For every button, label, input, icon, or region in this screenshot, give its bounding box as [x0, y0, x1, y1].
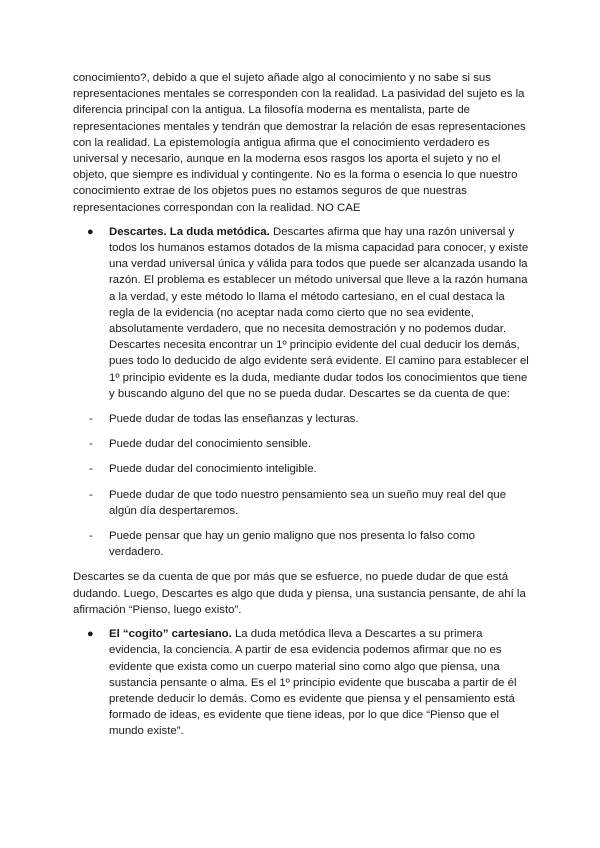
- dash-item: [73, 487, 530, 519]
- dash-item-text: Puede dudar de todas las enseñanzas y lecturas.: [109, 413, 359, 426]
- intro-paragraph: conocimiento?, debido a que el sujeto añade algo al conocimiento y no sabe si sus representaciones mentales se corresponden con la realidad. La pasividad del sujeto es la diferencia principal con la antigua. La filosofía moderna es mentalista, parte de representaciones mentales y tendrán que demostrar la relación de esas representaciones con la realidad. La epistemología antigua afirma que el conocimiento verdadero es universal y necesario, aunque en la moderna esos rasgos los aporta el sujeto y no el objeto, que siempre es individual y contingente. No es la forma o esencia lo que nuestro conocimiento extrae de los objetos pues no estamos seguros de que nuestras representaciones correspondan con la realidad. NO CAE: [73, 72, 526, 214]
- dash-marker: -: [89, 530, 93, 543]
- dash-marker: -: [89, 488, 93, 501]
- bullet-marker: ●: [87, 225, 94, 238]
- dash-item: [73, 461, 530, 477]
- bullet-text: La duda metódica lleva a Descartes a su primera evidencia, la conciencia. A partir de esa evidencia podemos afirmar que no es evidente que exista como un cuerpo material sino como algo que piensa, una sustancia pensante o alma. Es el 1º principio evidente que buscaba a partir de él pretende deducir lo demás. Como es evidente que piensa y el pensamiento está formado de ideas, es evidente que tiene ideas, por lo que dice “Pienso que el mundo existe”.: [109, 628, 517, 738]
- bullet-text: Descartes afirma que hay una razón universal y todos los humanos estamos dotados de la misma capacidad para conocer, y existe una verdad universal única y válida para todos que puede ser alcanzada usando la razón. El problema es establecer un método universal que lleve a la razón humana a la verdad, y este método lo llama el método cartesiano, en el cual destaca la regla de la evidencia (no aceptar nada como cierto que no sea evidente, absolutamente verdadero, que no necesita demostración y no podemos dudar. Descartes necesita encontrar un 1º principio evidente del cual deducir los demás, pues todo lo deducido de algo evidente será evidente. El camino para establecer el 1º principio evidente es la duda, mediante dudar todos los conocimientos que tiene y buscando alguno del que no se pueda dudar. Descartes se da cuenta de que:: [109, 225, 529, 400]
- bullet-cogito: [73, 626, 530, 739]
- dash-item-text: Puede dudar de que todo nuestro pensamiento sea un sueño muy real del que algún día despertaremos.: [109, 488, 507, 517]
- dash-item: [73, 528, 530, 560]
- dash-item-text: Puede dudar del conocimiento inteligible.: [109, 463, 317, 476]
- bullet-marker: ●: [87, 628, 94, 641]
- bullet-paragraph: [109, 224, 530, 402]
- bullet-duda-metodica: [73, 224, 530, 402]
- dash-marker: -: [89, 463, 93, 476]
- bullet-paragraph: [109, 626, 530, 739]
- dash-marker: -: [89, 413, 93, 426]
- bullet-heading: El “cogito” cartesiano.: [109, 628, 232, 641]
- dash-item: [73, 436, 530, 452]
- dash-item: [73, 411, 530, 427]
- dash-marker: -: [89, 438, 93, 451]
- dash-item-text: Puede dudar del conocimiento sensible.: [109, 438, 312, 451]
- bullet-heading: Descartes. La duda metódica.: [109, 225, 270, 238]
- conclusion-paragraph: Descartes se da cuenta de que por más que se esfuerce, no puede dudar de que está dudando. Luego, Descartes es algo que duda y piensa, una sustancia pensante, de ahí la afirmación “Pienso, luego existo”.: [73, 571, 526, 616]
- dash-item-text: Puede pensar que hay un genio maligno que nos presenta lo falso como verdadero.: [109, 530, 476, 559]
